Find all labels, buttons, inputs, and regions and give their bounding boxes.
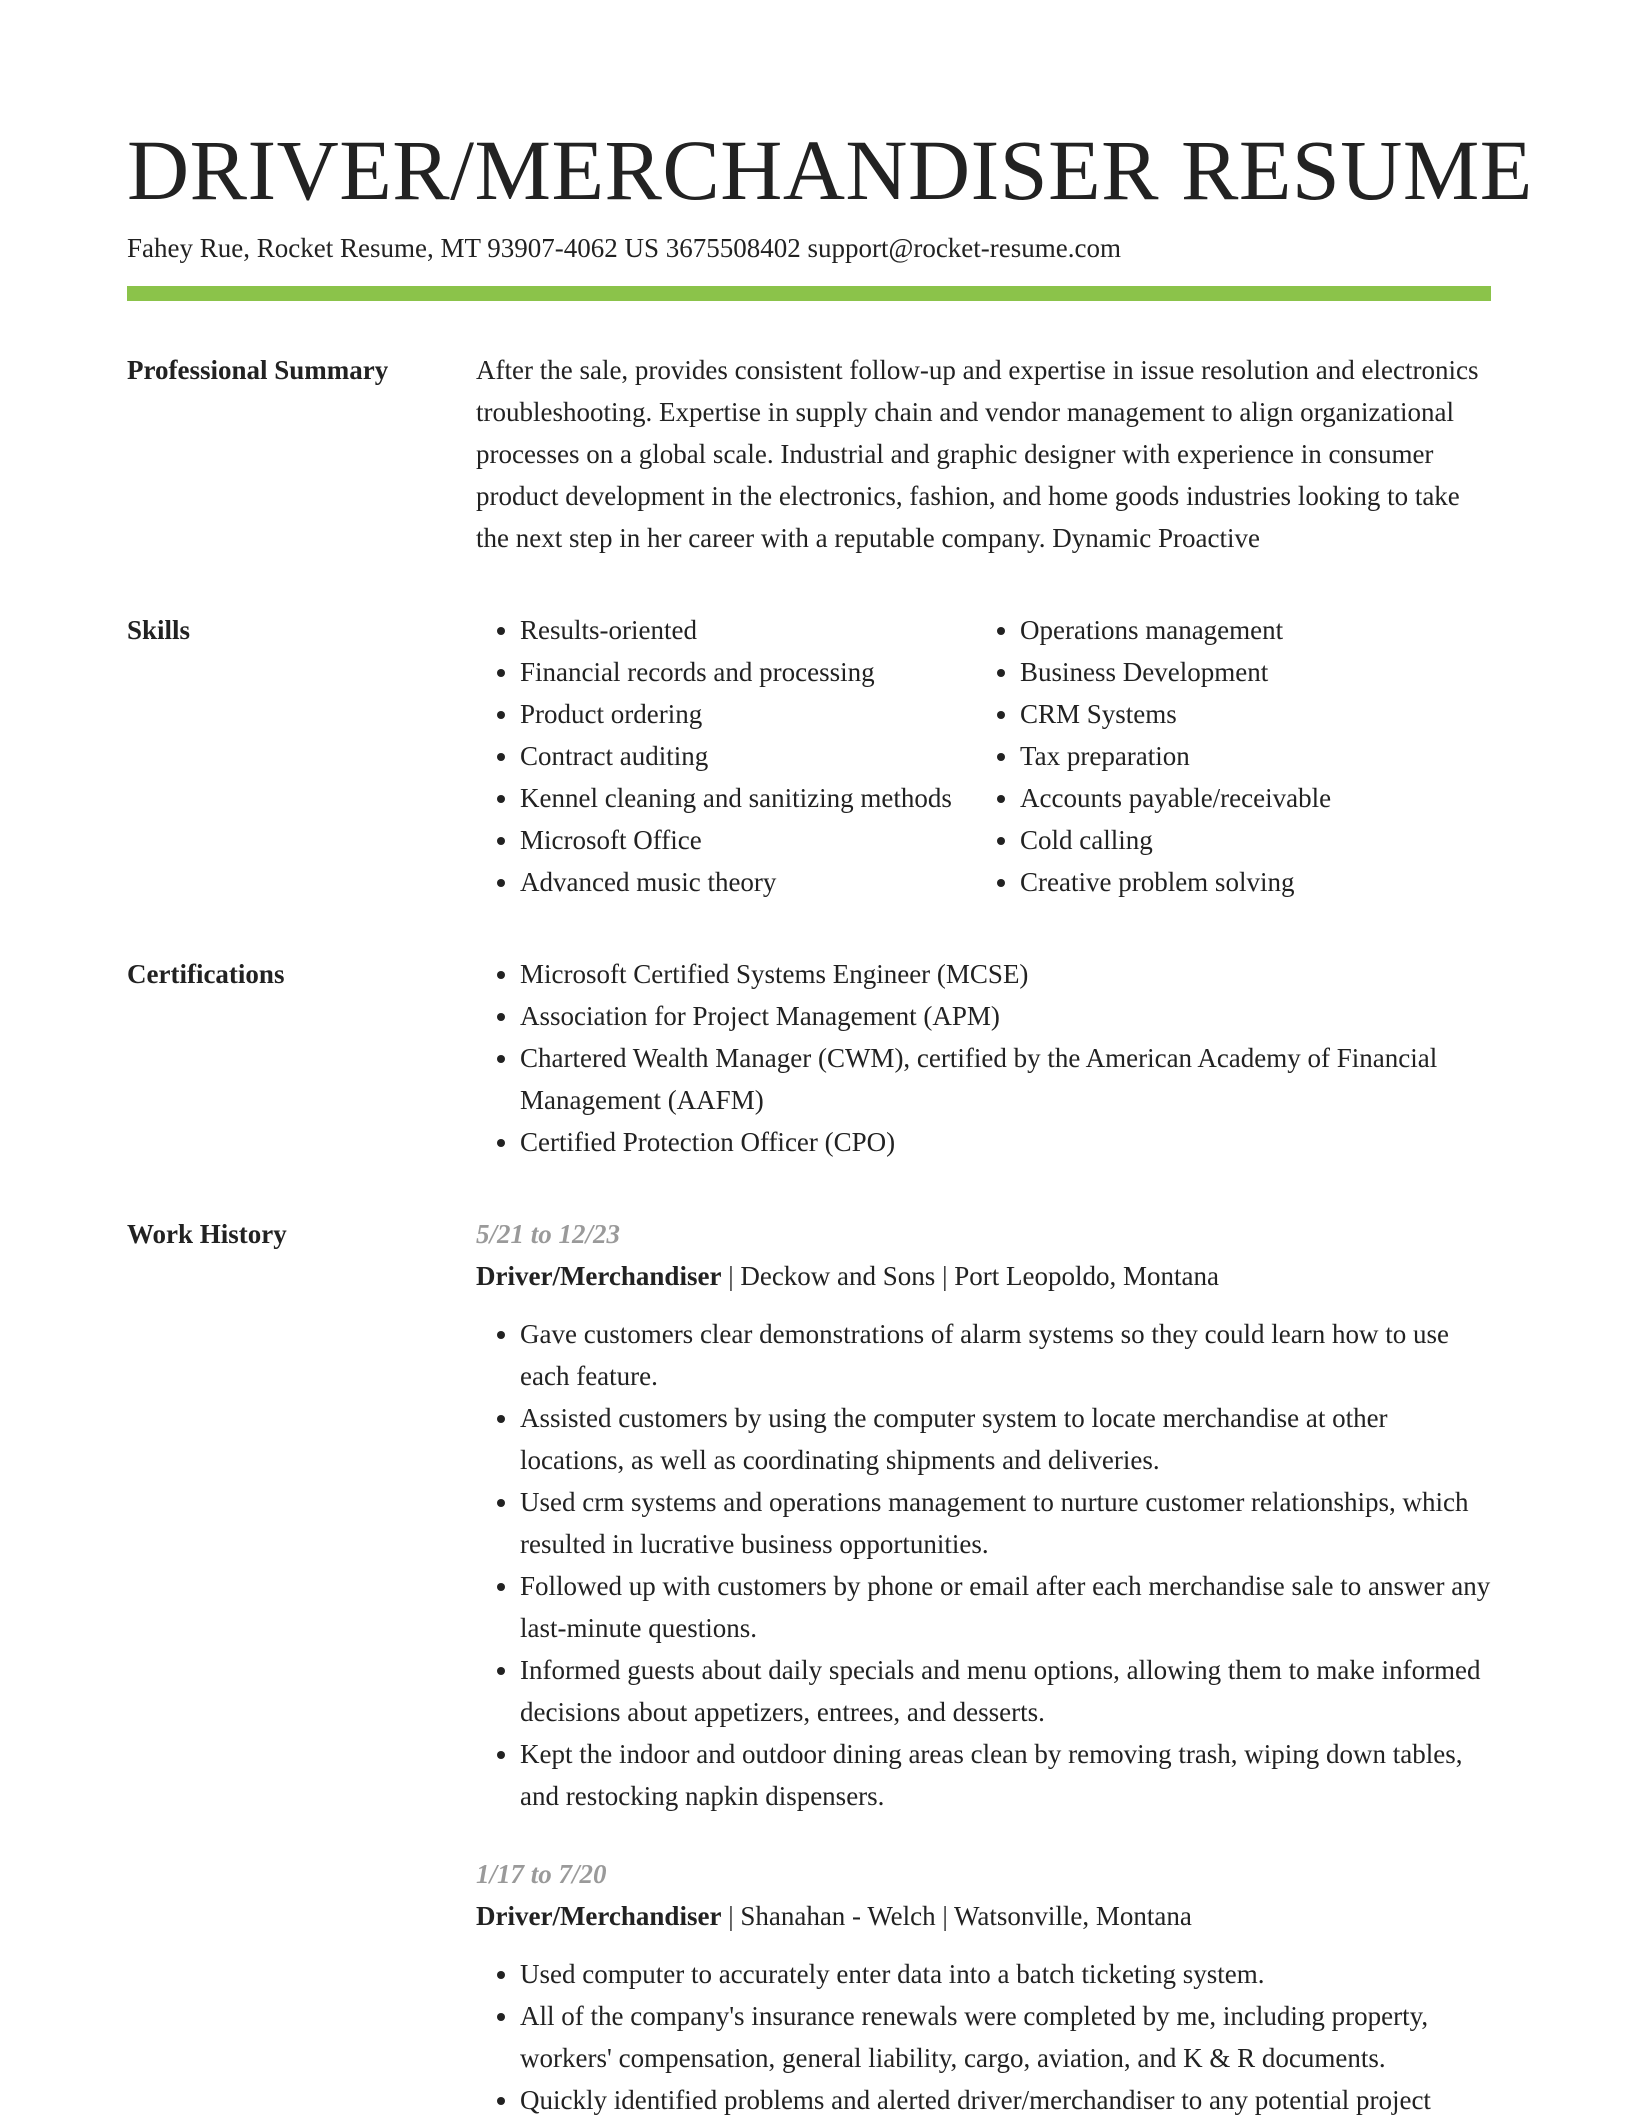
work-history-section [127,1213,1491,2121]
job-bullets [476,1953,1491,2121]
job-heading [476,1255,1491,1297]
certification-item: • Certified Protection Officer (CPO) [520,1121,1491,1163]
job-bullet: • Used crm systems and operations management to nurture customer relationships, which resulted in lucrative business opportunities. [520,1481,1491,1565]
certifications-section [127,953,1491,1163]
summary-section [127,349,1491,559]
resume-page [127,116,1533,2121]
skill-item: • Tax preparation [1020,735,1491,777]
skill-item: • Kennel cleaning and sanitizing methods [520,777,976,819]
certification-item: • Microsoft Certified Systems Engineer (MCSE) [520,953,1491,995]
skill-item: • Product ordering [520,693,976,735]
job-bullet: • Used computer to accurately enter data into a batch ticketing system. [520,1953,1491,1995]
job-bullet: • Quickly identified problems and alerted driver/merchandiser to any potential project [520,2079,1491,2121]
skill-item: • Accounts payable/receivable [1020,777,1491,819]
job-bullet: • Followed up with customers by phone or email after each merchandise sale to answer any last-minute questions. [520,1565,1491,1649]
job-entry [476,1213,1491,1817]
section-label-work-history: Work History [127,1219,287,1249]
job-heading [476,1895,1491,1937]
skills-column-2 [976,609,1491,903]
certifications-list [476,953,1491,1163]
job-bullets [476,1313,1491,1817]
skill-item: • Cold calling [1020,819,1491,861]
skills-column-1 [476,609,976,903]
skill-item: • CRM Systems [1020,693,1491,735]
section-label-summary: Professional Summary [127,355,389,385]
summary-text: After the sale, provides consistent follow-up and expertise in issue resolution and electronics troubleshooting. Expertise in supply chain and vendor management to align organizational processes on a global scale. Industrial and graphic designer with experience in consumer product development in the electronics, fashion, and home goods industries looking to take the next step in her career with a reputable company. Dynamic Proactive [476,355,1479,553]
job-bullet: • Gave customers clear demonstrations of alarm systems so they could learn how to use each feature. [520,1313,1491,1397]
skill-item: • Creative problem solving [1020,861,1491,903]
resume-title: DRIVER/MERCHANDISER RESUME [127,122,1533,218]
job-bullet: • Assisted customers by using the computer system to locate merchandise at other locations, as well as coordinating shipments and deliveries. [520,1397,1491,1481]
job-dates: 5/21 to 12/23 [476,1219,621,1249]
skill-item: • Contract auditing [520,735,976,777]
job-employer-location: | Shanahan - Welch | Watsonville, Montana [721,1901,1192,1931]
accent-divider [127,286,1491,301]
skill-item: • Operations management [1020,609,1491,651]
skill-item: • Microsoft Office [520,819,976,861]
skill-item: • Financial records and processing [520,651,976,693]
skills-section [127,609,1491,903]
section-label-skills: Skills [127,615,191,645]
job-entry [476,1853,1491,2121]
certification-item: • Association for Project Management (APM) [520,995,1491,1037]
skills-grid [476,609,1491,903]
job-title: Driver/Merchandiser [476,1261,722,1291]
job-bullet: • Kept the indoor and outdoor dining areas clean by removing trash, wiping down tables, and restocking napkin dispensers. [520,1733,1491,1817]
skill-item: • Advanced music theory [520,861,976,903]
contact-line: Fahey Rue, Rocket Resume, MT 93907-4062 US 3675508402 support@rocket-resume.com [127,233,1121,263]
job-bullet: • Informed guests about daily specials and menu options, allowing them to make informed decisions about appetizers, entrees, and desserts. [520,1649,1491,1733]
job-dates: 1/17 to 7/20 [476,1859,607,1889]
job-bullet: • All of the company's insurance renewals were completed by me, including property, workers' compensation, general liability, cargo, aviation, and K & R documents. [520,1995,1491,2079]
job-title: Driver/Merchandiser [476,1901,722,1931]
section-label-certifications: Certifications [127,959,285,989]
certification-item: • Chartered Wealth Manager (CWM), certified by the American Academy of Financial Management (AAFM) [520,1037,1491,1121]
job-employer-location: | Deckow and Sons | Port Leopoldo, Montana [721,1261,1219,1291]
skill-item: • Results-oriented [520,609,976,651]
skill-item: • Business Development [1020,651,1491,693]
